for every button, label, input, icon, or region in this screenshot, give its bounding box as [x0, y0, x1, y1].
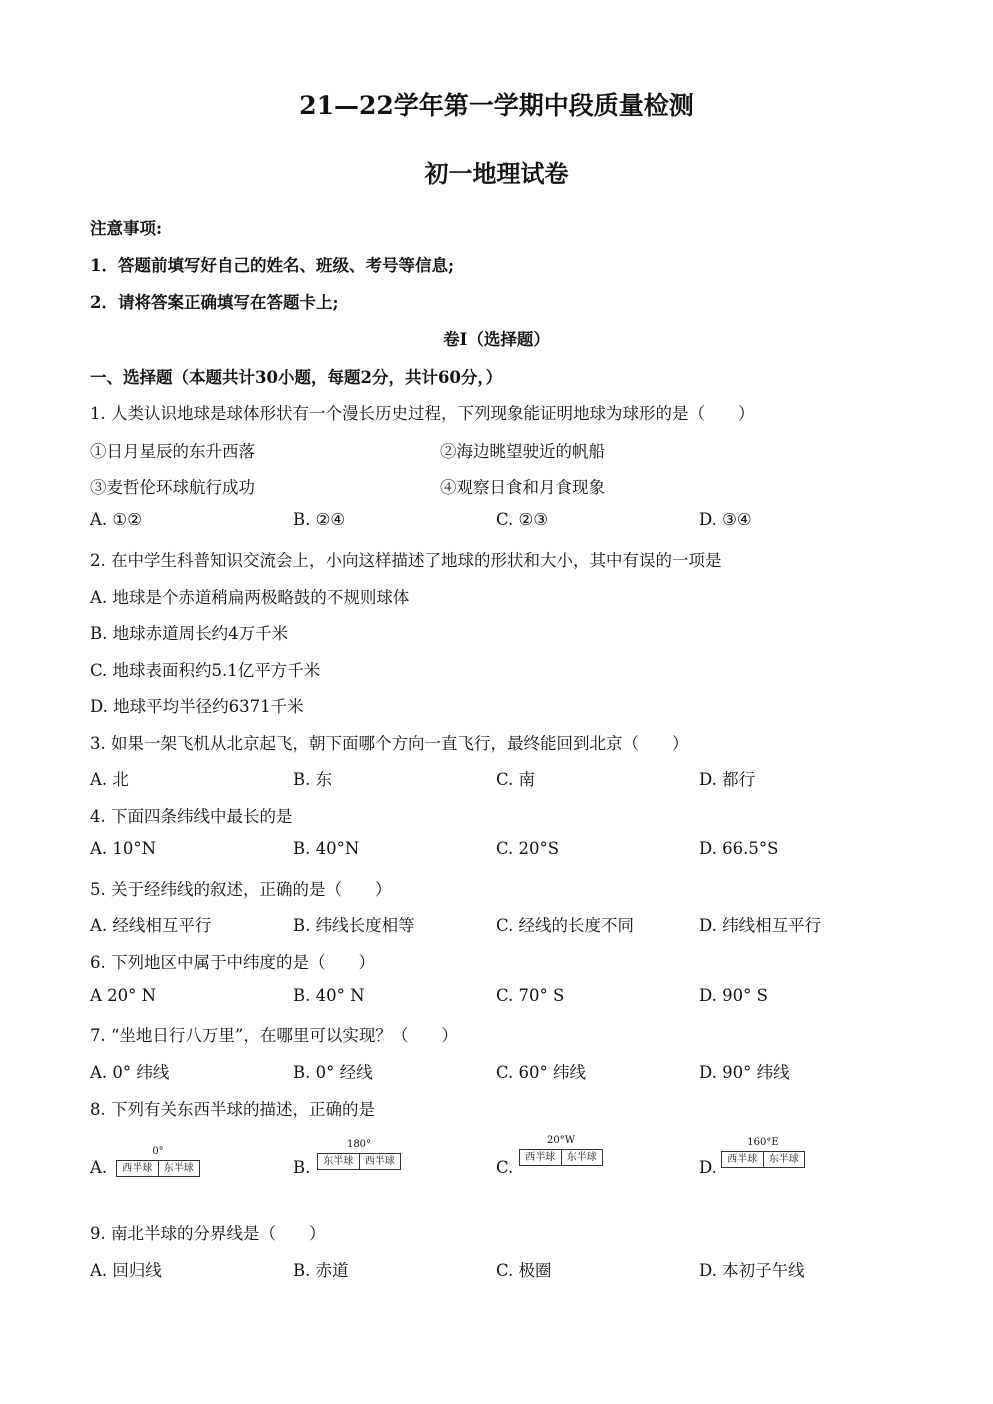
question-4-option-b: B. 40°N	[293, 839, 360, 858]
exam-title: 21—22学年第一学期中段质量检测	[299, 91, 694, 120]
question-9-option-a: A. 回归线	[90, 1261, 162, 1280]
meridian-label: 0°	[152, 1146, 164, 1157]
meridian-label: 180°	[346, 1139, 372, 1150]
right-hemisphere-label: 东半球	[763, 1152, 805, 1167]
question-1-option-b: B. ②④	[293, 510, 346, 529]
question-1-option-a: A. ①②	[90, 510, 142, 529]
question-8-stem: 8. 下列有关东西半球的描述，正确的是	[90, 1100, 375, 1119]
question-5-option-b: B. 纬线长度相等	[293, 916, 415, 935]
hemisphere-box	[317, 1153, 401, 1170]
question-2-option-a: A. 地球是个赤道稍扁两极略鼓的不规则球体	[90, 588, 410, 607]
question-2-option-b: B. 地球赤道周长约4万千米	[90, 624, 289, 643]
question-4-option-a: A. 10°N	[90, 839, 157, 858]
question-1-fact-4: ④观察日食和月食现象	[440, 478, 605, 497]
right-hemisphere-label: 东半球	[158, 1161, 200, 1176]
question-9-option-b: B. 赤道	[293, 1261, 349, 1280]
section-label: 一、选择题（本题共计30小题，每题2分，共计60分，）	[90, 368, 503, 387]
right-hemisphere-label: 西半球	[359, 1154, 401, 1169]
question-9-option-c: C. 极圈	[496, 1261, 552, 1280]
question-8-option-d-letter: D.	[699, 1158, 717, 1177]
left-hemisphere-label: 西半球	[525, 1152, 556, 1163]
question-5-option-c: C. 经线的长度不同	[496, 916, 635, 935]
question-8-option-a-letter: A.	[90, 1158, 108, 1177]
question-4-stem: 4. 下面四条纬线中最长的是	[90, 807, 293, 826]
question-6-option-c: C. 70° S	[496, 986, 565, 1005]
hemisphere-box	[519, 1149, 603, 1166]
notice-item-1: 1．答题前填写好自己的姓名、班级、考号等信息;	[90, 256, 455, 275]
question-1-option-c: C. ②③	[496, 510, 549, 529]
question-7-option-d: D. 90° 纬线	[699, 1063, 790, 1082]
question-1-fact-3: ③麦哲伦环球航行成功	[90, 478, 255, 497]
question-6-option-d: D. 90° S	[699, 986, 768, 1005]
question-1-option-d: D. ③④	[699, 510, 752, 529]
left-hemisphere-label: 西半球	[727, 1154, 758, 1165]
notice-heading: 注意事项:	[90, 219, 163, 238]
left-hemisphere-label: 西半球	[122, 1163, 153, 1174]
question-6-option-b: B. 40° N	[293, 986, 365, 1005]
question-1-fact-2: ②海边眺望驶近的帆船	[440, 442, 605, 461]
question-3-option-c: C. 南	[496, 770, 536, 789]
right-hemisphere-label: 东半球	[561, 1150, 603, 1165]
left-hemisphere-label: 东半球	[323, 1156, 354, 1167]
question-8-option-c-letter: C.	[496, 1158, 514, 1177]
question-3-option-d: D. 都行	[699, 770, 756, 789]
meridian-label: 20°W	[546, 1135, 575, 1146]
question-5-option-d: D. 纬线相互平行	[699, 916, 822, 935]
question-7-option-c: C. 60° 纬线	[496, 1063, 587, 1082]
question-2-option-c: C. 地球表面积约5.1亿平方千米	[90, 661, 321, 680]
question-5-option-a: A. 经线相互平行	[90, 916, 212, 935]
question-2-option-d: D. 地球平均半径约6371千米	[90, 697, 304, 716]
hemisphere-box	[721, 1151, 805, 1168]
question-3-stem: 3. 如果一架飞机从北京起飞，朝下面哪个方向一直飞行，最终能回到北京（ ）	[90, 734, 689, 753]
question-7-option-b: B. 0° 经线	[293, 1063, 373, 1082]
question-6-option-a: A 20° N	[90, 986, 157, 1005]
question-7-stem: 7. “坐地日行八万里”，在哪里可以实现？（ ）	[90, 1026, 458, 1045]
question-9-option-d: D. 本初子午线	[699, 1261, 805, 1280]
question-3-option-b: B. 东	[293, 770, 333, 789]
question-1-stem: 1. 人类认识地球是球体形状有一个漫长历史过程，下列现象能证明地球为球形的是（ ）	[90, 404, 755, 423]
question-4-option-c: C. 20°S	[496, 839, 560, 858]
question-3-option-a: A. 北	[90, 770, 129, 789]
hemisphere-box	[116, 1160, 200, 1177]
question-5-stem: 5. 关于经纬线的叙述，正确的是（ ）	[90, 880, 392, 899]
notice-item-2: 2．请将答案正确填写在答题卡上;	[90, 293, 339, 312]
meridian-label: 160°E	[747, 1137, 779, 1148]
question-9-stem: 9. 南北半球的分界线是（ ）	[90, 1224, 326, 1243]
question-1-fact-1: ①日月星辰的东升西落	[90, 442, 255, 461]
question-6-stem: 6. 下列地区中属于中纬度的是（ ）	[90, 953, 375, 972]
volume-label: 卷I（选择题）	[443, 330, 550, 349]
exam-subtitle: 初一地理试卷	[424, 159, 569, 188]
question-8-option-b-letter: B.	[293, 1158, 311, 1177]
question-2-stem: 2. 在中学生科普知识交流会上，小向这样描述了地球的形状和大小，其中有误的一项是	[90, 551, 722, 570]
question-4-option-d: D. 66.5°S	[699, 839, 779, 858]
question-7-option-a: A. 0° 纬线	[90, 1063, 170, 1082]
